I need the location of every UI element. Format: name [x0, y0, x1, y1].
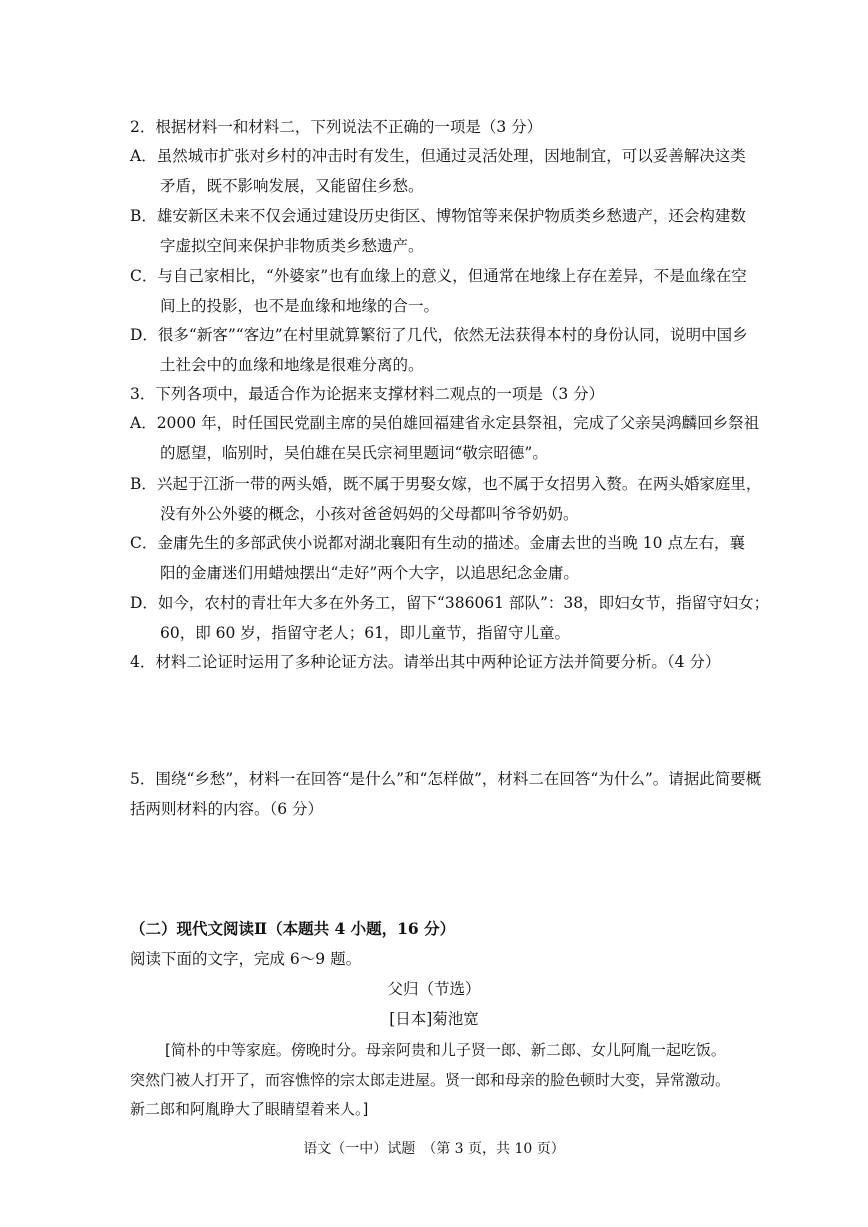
page-footer: 语文（一中）试题 （第 3 页，共 10 页） — [303, 1141, 565, 1157]
question-2-option-c: C．与自己家相比，“外婆家”也有血缘上的意义，但通常在地缘上存在差异，不是血缘在空 — [130, 267, 747, 285]
question-2-option-d-cont: 土社会中的血缘和地缘是很难分离的。 — [160, 356, 424, 374]
stage-direction-line-3: 新二郎和阿胤睁大了眼睛望着来人。] — [130, 1100, 369, 1118]
question-2-option-a-cont: 矛盾，既不影响发展，又能留住乡愁。 — [160, 177, 424, 195]
question-3-option-c-cont: 阳的金庸迷们用蜡烛摆出“走好”两个大字，以追思纪念金庸。 — [160, 564, 579, 582]
passage-author: [日本]菊池宽 — [389, 1010, 479, 1028]
question-3-option-a: A．2000 年，时任国民党副主席的吴伯雄回福建省永定县祭祖，完成了父亲吴鸿麟回乡祭祖 — [130, 414, 760, 432]
question-3-option-a-cont: 的愿望，临别时，吴伯雄在吴氏宗祠里题词“敬宗昭德”。 — [160, 444, 548, 462]
question-2-option-d: D．很多“新客”“客边”在村里就算繁衍了几代，依然无法获得本村的身份认同，说明中国乡 — [130, 326, 748, 344]
question-4-stem: 4．材料二论证时运用了多种论证方法。请举出其中两种论证方法并简要分析。（4 分） — [130, 653, 721, 671]
question-2-option-b-cont: 字虚拟空间来保护非物质类乡愁遗产。 — [160, 237, 424, 255]
stage-direction-line-1: [简朴的中等家庭。傍晚时分。母亲阿贵和儿子贤一郎、新二郎、女儿阿胤一起吃饭。 — [165, 1041, 726, 1059]
stage-direction-line-2: 突然门被人打开了，而容憔悴的宗太郎走进屋。贤一郎和母亲的脸色顿时大变，异常激动。 — [130, 1071, 731, 1089]
question-2-option-a: A．虽然城市扩张对乡村的冲击时有发生，但通过灵活处理，因地制宜，可以妥善解决这类 — [130, 147, 746, 165]
section-instruction: 阅读下面的文字，完成 6～9 题。 — [130, 950, 362, 968]
question-2-stem: 2．根据材料一和材料二，下列说法不正确的一项是（3 分） — [130, 118, 543, 136]
question-3-option-d: D．如今，农村的青壮年大多在外务工，留下“386061 部队”：38，即妇女节，指留守妇女； — [130, 594, 770, 612]
question-5-stem-cont: 括两则材料的内容。（6 分） — [130, 800, 324, 818]
question-2-option-c-cont: 间上的投影，也不是血缘和地缘的合一。 — [160, 297, 440, 315]
question-5-stem: 5．围绕“乡愁”，材料一在回答“是什么”和“怎样做”，材料二在回答“为什么”。请据此简要概 — [130, 770, 762, 788]
question-2-option-b: B．雄安新区未来不仅会通过建设历史街区、博物馆等来保护物质类乡愁遗产，还会构建数 — [130, 207, 746, 225]
passage-title: 父归（节选） — [387, 980, 481, 998]
question-3-option-c: C．金庸先生的多部武侠小说都对湖北襄阳有生动的描述。金庸去世的当晚 10 点左右，襄 — [130, 534, 745, 552]
section-heading: （二）现代文阅读Ⅱ（本题共 4 小题，16 分） — [130, 919, 456, 938]
question-3-option-b: B．兴起于江浙一带的两头婚，既不属于男娶女嫁，也不属于女招男入赘。在两头婚家庭里， — [130, 475, 762, 493]
question-3-option-d-cont: 60，即 60 岁，指留守老人；61，即儿童节，指留守儿童。 — [160, 624, 571, 642]
question-3-stem: 3．下列各项中，最适合作为论据来支撑材料二观点的一项是（3 分） — [130, 385, 605, 403]
question-3-option-b-cont: 没有外公外婆的概念，小孩对爸爸妈妈的父母都叫爷爷奶奶。 — [160, 505, 579, 523]
